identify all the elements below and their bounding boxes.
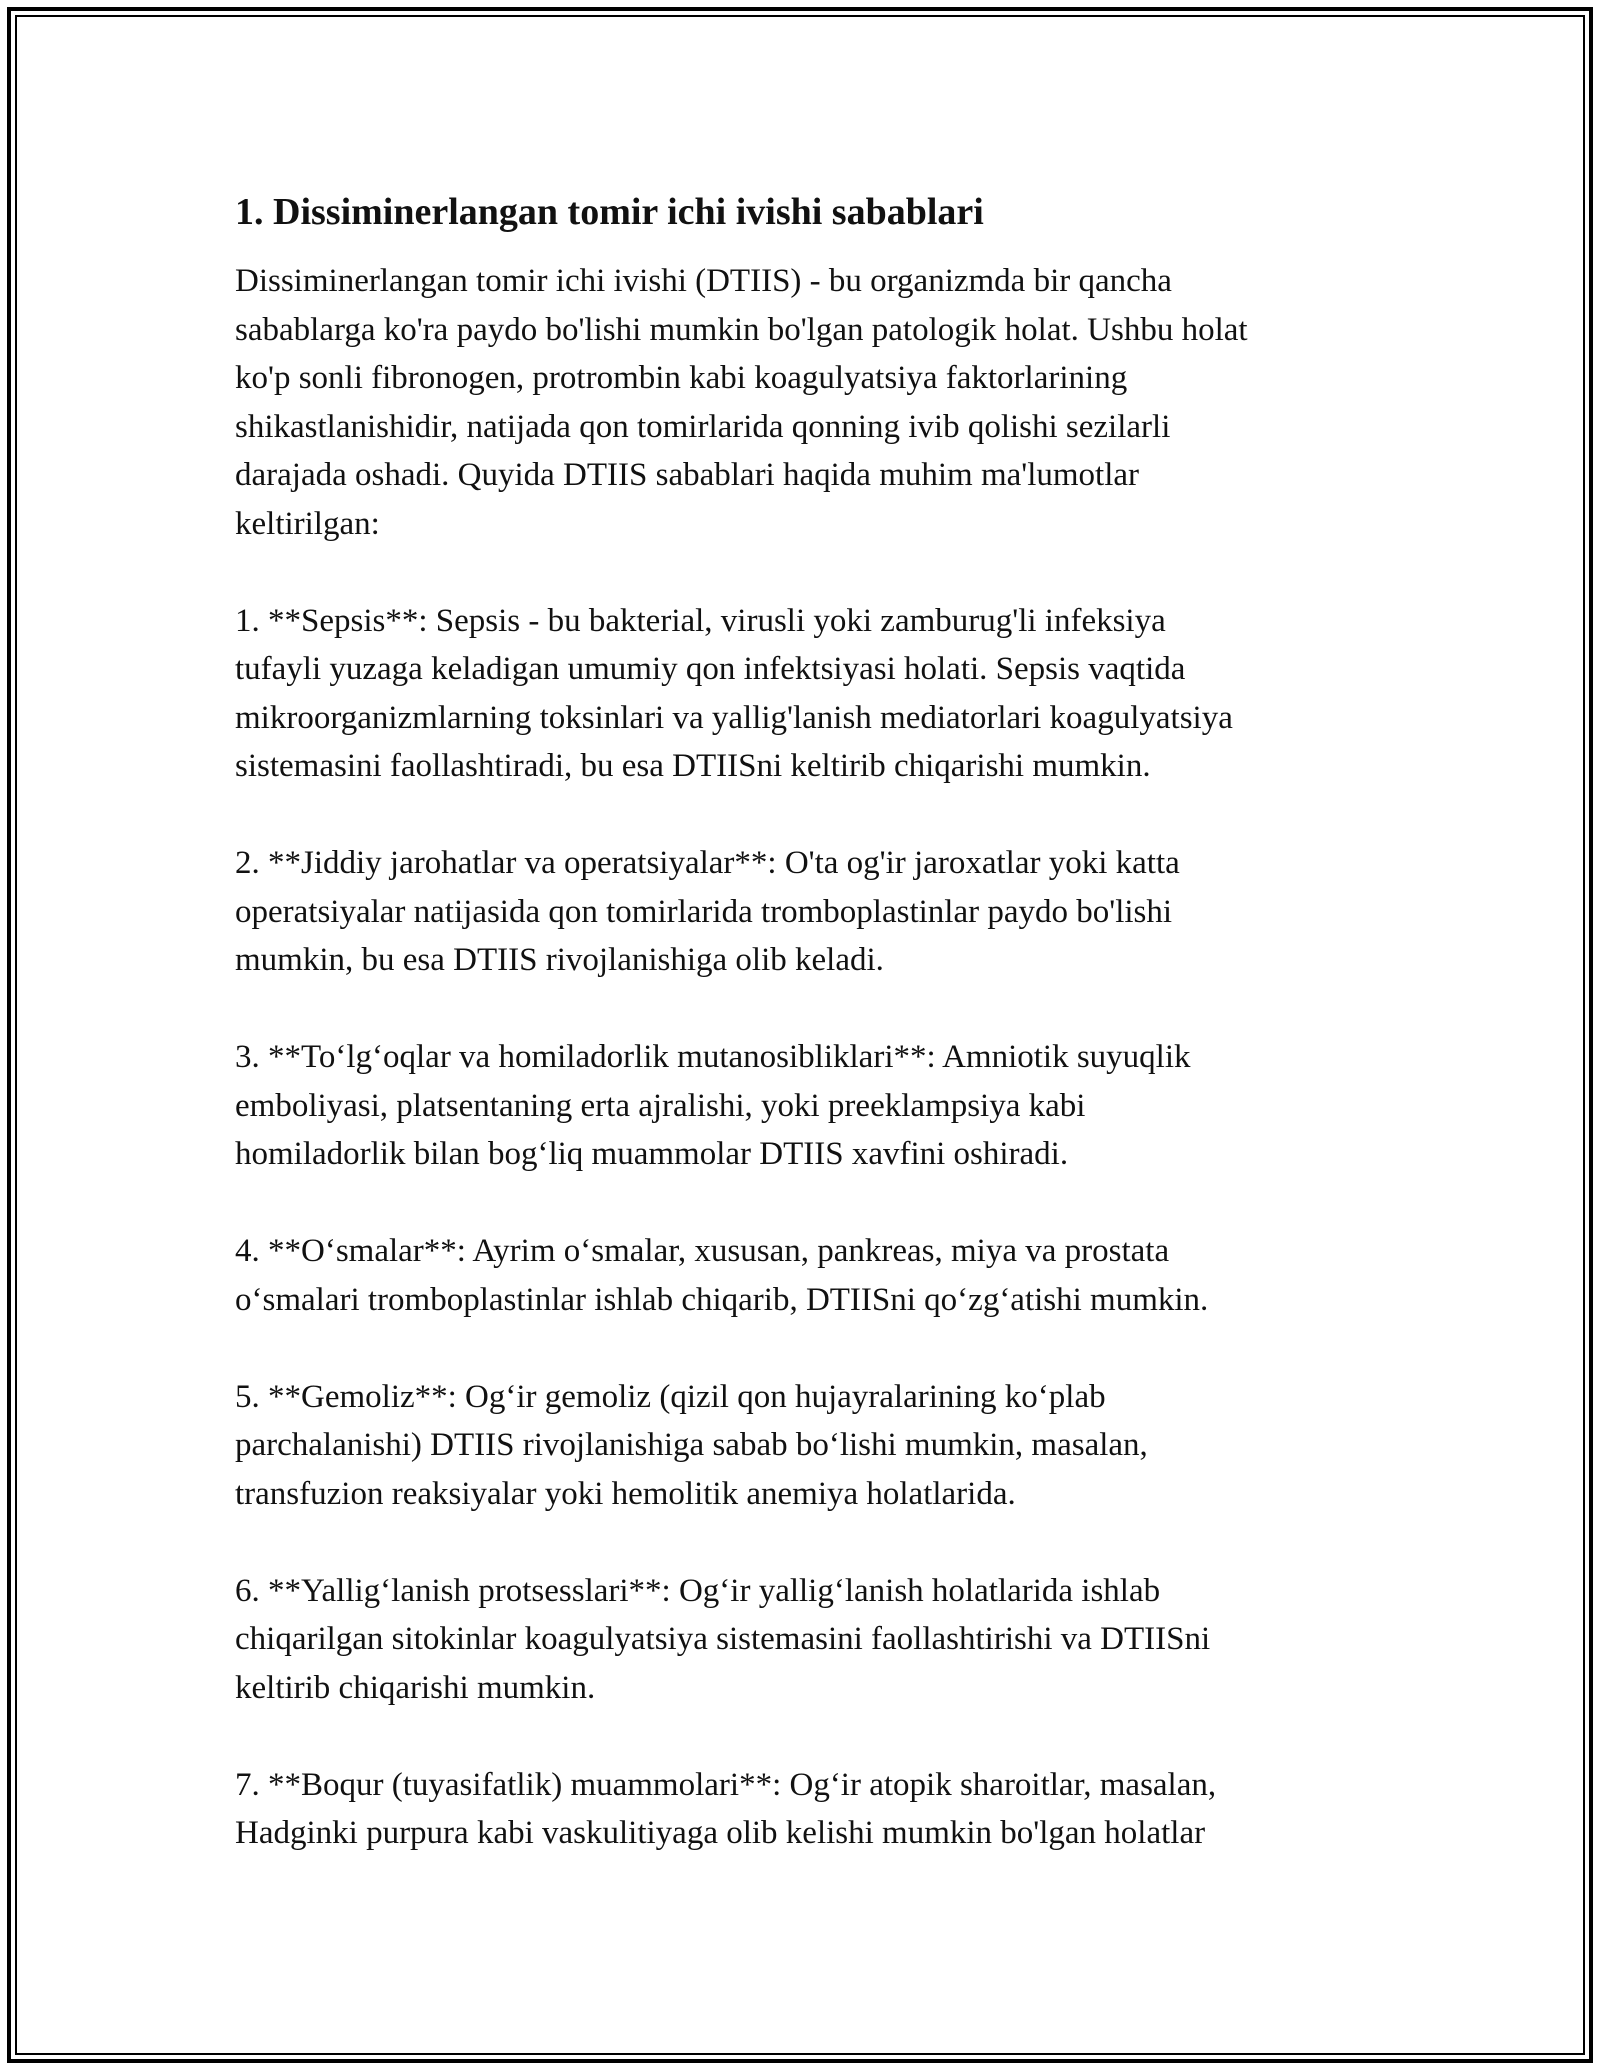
text-line: shikastlanishidir, natijada qon tomirlarida qonning ivib qolishi sezilarli [235,408,1171,445]
text-line: mumkin, bu esa DTIIS rivojlanishiga olib keladi. [235,942,884,978]
text-line: emboliyasi, platsentaning erta ajralishi, yoki preeklampsiya kabi [235,1087,1086,1124]
text-line: chiqarilgan sitokinlar koagulyatsiya sistemasini faollashtirishi va DTIISni [235,1621,1211,1657]
text-line: 3. **To‘lg‘oqlar va homiladorlik mutanosibliklari**: Amniotik suyuqlik [235,1039,1191,1075]
text-line: 4. **O‘smalar**: Ayrim o‘smalar, xususan, pankreas, miya va prostata [235,1233,1170,1269]
text-line: mikroorganizmlarning toksinlari va yallig'lanish mediatorlari koagulyatsiya [235,699,1233,736]
text-line: homiladorlik bilan bog‘liq muammolar DTIIS xavfini oshiradi. [235,1136,1069,1172]
text-line: tufayli yuzaga keladigan umumiy qon infektsiyasi holati. Sepsis vaqtida [235,651,1186,687]
text-line: keltirib chiqarishi mumkin. [235,1669,596,1706]
cause-item-pregnancy [235,1033,1370,1179]
text-line: darajada oshadi. Quyida DTIIS sabablari haqida muhim ma'lumotlar [235,457,1140,493]
cause-item-tumors [235,1227,1370,1324]
document-body [235,185,1370,1906]
text-line: 6. **Yallig‘lanish protsesslari**: Og‘ir yallig‘lanish holatlarida ishlab [235,1572,1161,1609]
text-line: 2. **Jiddiy jarohatlar va operatsiyalar**: O'ta og'ir jaroxatlar yoki katta [235,845,1180,881]
text-line: 1. **Sepsis**: Sepsis - bu bakterial, virusli yoki zamburug'li infeksiya [235,602,1166,639]
text-line: sabablarga ko'ra paydo bo'lishi mumkin bo'lgan patologik holat. Ushbu holat [235,311,1248,348]
text-line: ko'p sonli fibronogen, protrombin kabi koagulyatsiya faktorlarining [235,360,1128,396]
text-line: Hadginki purpura kabi vaskulitiyaga olib kelishi mumkin bo'lgan holatlar [235,1815,1206,1851]
text-line: transfuzion reaksiyalar yoki hemolitik anemiya holatlarida. [235,1475,1016,1512]
cause-item-atopic [235,1761,1370,1858]
document-heading: 1. Dissiminerlangan tomir ichi ivishi sabablari [235,191,984,233]
cause-item-inflammation [235,1567,1370,1713]
text-line: Dissiminerlangan tomir ichi ivishi (DTIIS) - bu organizmda bir qancha [235,263,1172,299]
text-line: sistemasini faollashtiradi, bu esa DTIISni keltirib chiqarishi mumkin. [235,748,1151,784]
text-line: 7. **Boqur (tuyasifatlik) muammolari**: Og‘ir atopik sharoitlar, masalan, [235,1766,1217,1803]
text-line: parchalanishi) DTIIS rivojlanishiga sabab bo‘lishi mumkin, masalan, [235,1427,1148,1463]
text-line: keltirilgan: [235,505,380,542]
intro-paragraph [235,257,1370,548]
text-line: o‘smalari tromboplastinlar ishlab chiqarib, DTIISni qo‘zg‘atishi mumkin. [235,1281,1209,1318]
cause-item-injuries [235,839,1370,985]
cause-item-hemolysis [235,1373,1370,1519]
text-line: 5. **Gemoliz**: Og‘ir gemoliz (qizil qon hujayralarining ko‘plab [235,1378,1106,1415]
text-line: operatsiyalar natijasida qon tomirlarida tromboplastinlar paydo bo'lishi [235,893,1173,930]
cause-item-sepsis [235,597,1370,791]
